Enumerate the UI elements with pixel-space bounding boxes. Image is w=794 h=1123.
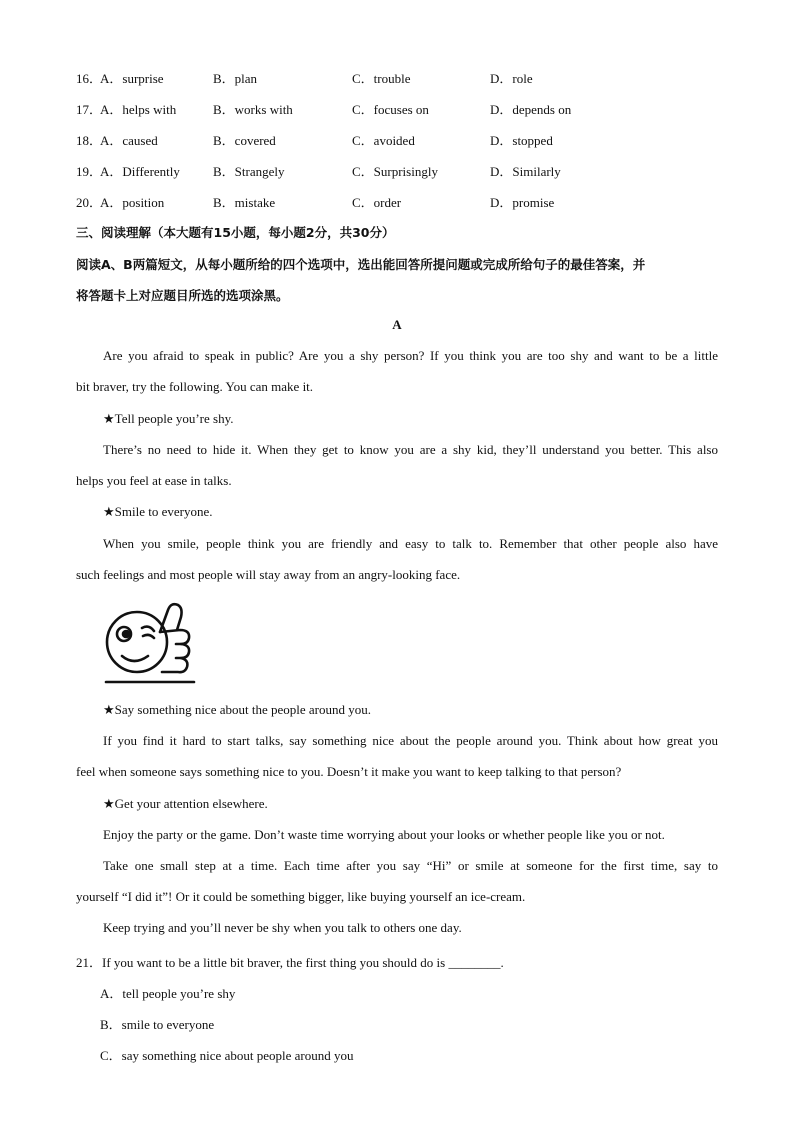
- option-row-18: [76, 130, 736, 148]
- question-21-option-c: C．say something nice about people around you: [100, 1048, 354, 1063]
- paragraph-4-line-1: If you find it hard to start talks, say something nice about the people around you. Think about how great you: [103, 733, 718, 748]
- option-d: D．Similarly: [490, 164, 561, 179]
- option-d: D．role: [490, 71, 533, 86]
- option-c: C．Surprisingly: [352, 164, 438, 179]
- tip-2: ★Smile to everyone.: [103, 504, 213, 519]
- option-a: A．surprise: [100, 71, 164, 86]
- option-row-17: [76, 99, 736, 117]
- question-number: 19．: [76, 164, 103, 179]
- question-number: 20．: [76, 195, 103, 210]
- section-title: 三、阅读理解（本大题有15小题，每小题2分，共30分）: [76, 225, 395, 240]
- option-row-19: [76, 161, 736, 179]
- option-d: D．promise: [490, 195, 555, 210]
- option-c: C．avoided: [352, 133, 415, 148]
- question-21-stem: 21．If you want to be a little bit braver, the first thing you should do is ________.: [76, 955, 504, 970]
- option-a: A．helps with: [100, 102, 177, 117]
- tip-4: ★Get your attention elsewhere.: [103, 796, 268, 811]
- option-c: C．focuses on: [352, 102, 429, 117]
- question-number: 18．: [76, 133, 103, 148]
- option-row-16: [76, 68, 736, 86]
- passage-heading: A: [392, 317, 402, 332]
- paragraph-6-line-2: yourself “I did it”! Or it could be something bigger, like buying yourself an ice-cream.: [76, 889, 526, 904]
- question-number: 16．: [76, 71, 103, 86]
- option-c: C．order: [352, 195, 402, 210]
- option-b: B．plan: [213, 71, 258, 86]
- paragraph-2-line-2: helps you feel at ease in talks.: [76, 473, 232, 488]
- paragraph-1-line-1: Are you afraid to speak in public? Are you a shy person? If you think you are too shy and want to be a little: [103, 348, 718, 363]
- question-21-option-a: A．tell people you’re shy: [100, 986, 236, 1001]
- paragraph-6-line-1: Take one small step at a time. Each time after you say “Hi” or smile at someone for the first time, say to: [103, 858, 718, 873]
- option-a: A．Differently: [100, 164, 180, 179]
- paragraph-7: Keep trying and you’ll never be shy when you talk to others one day.: [103, 920, 462, 935]
- option-b: B．works with: [213, 102, 293, 117]
- option-a: A．position: [100, 195, 165, 210]
- paragraph-3-line-2: such feelings and most people will stay away from an angry-looking face.: [76, 567, 461, 582]
- paragraph-2-line-1: There’s no need to hide it. When they get to know you are a shy kid, they’ll understand you better. This also: [103, 442, 718, 457]
- option-b: B．mistake: [213, 195, 276, 210]
- tip-3: ★Say something nice about the people around you.: [103, 702, 371, 717]
- option-b: B．covered: [213, 133, 276, 148]
- paragraph-4-line-2: feel when someone says something nice to you. Doesn’t it make you want to keep talking to that person?: [76, 764, 622, 779]
- paragraph-1-line-2: bit braver, try the following. You can make it.: [76, 379, 314, 394]
- paragraph-5: Enjoy the party or the game. Don’t waste time worrying about your looks or whether people like you or not.: [103, 827, 665, 842]
- question-21-option-b: B．smile to everyone: [100, 1017, 215, 1032]
- option-row-20: [76, 192, 736, 210]
- option-d: D．depends on: [490, 102, 572, 117]
- tip-1: ★Tell people you’re shy.: [103, 411, 234, 426]
- option-b: B．Strangely: [213, 164, 285, 179]
- option-a: A．caused: [100, 133, 158, 148]
- paragraph-3-line-1: When you smile, people think you are friendly and easy to talk to. Remember that other people also have: [103, 536, 718, 551]
- option-c: C．trouble: [352, 71, 411, 86]
- winking-face-thumbs-up-icon: [104, 598, 196, 686]
- question-number: 17．: [76, 102, 103, 117]
- option-d: D．stopped: [490, 133, 553, 148]
- section-instruction-line2: 将答题卡上对应题目所选的选项涂黑。: [76, 288, 289, 303]
- section-instruction-line1: 阅读A、B两篇短文，从每小题所给的四个选项中，选出能回答所提问题或完成所给句子的最佳答案，并: [76, 257, 646, 272]
